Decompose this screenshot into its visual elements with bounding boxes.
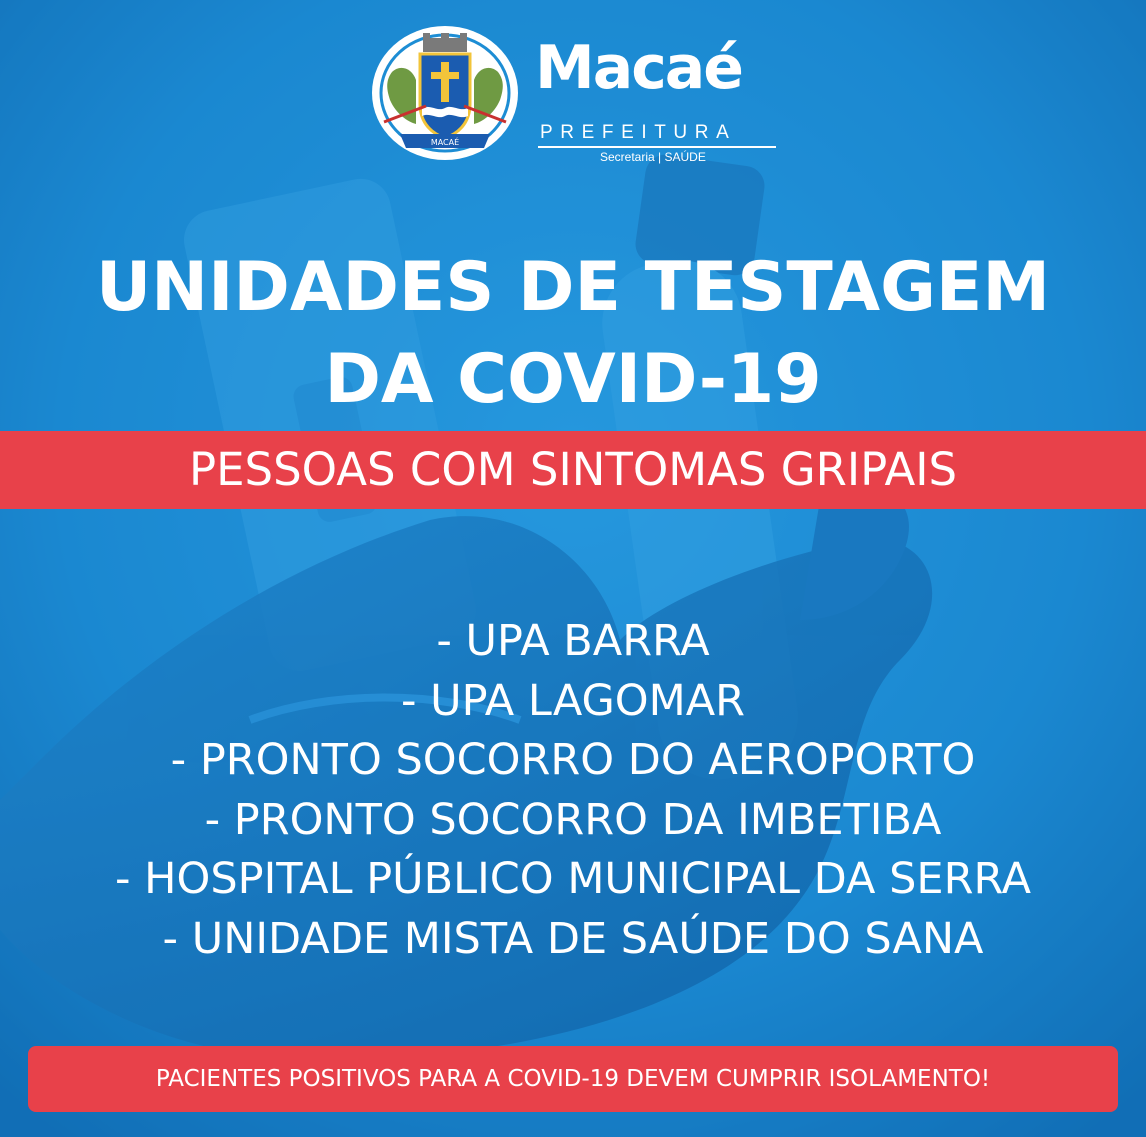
brand-department: Secretaria | SAÚDE xyxy=(600,150,706,164)
prefeitura-logo xyxy=(370,24,790,164)
isolation-notice-banner xyxy=(28,1046,1118,1112)
audience-banner-text: PESSOAS COM SINTOMAS GRIPAIS xyxy=(188,443,958,496)
list-item: - HOSPITAL PÚBLICO MUNICIPAL DA SERRA xyxy=(115,854,1031,904)
title-line-1: UNIDADES DE TESTAGEM xyxy=(95,248,1051,327)
page-title xyxy=(0,242,1146,426)
list-item: - PRONTO SOCORRO DO AEROPORTO xyxy=(170,735,976,785)
brand-subtitle: PREFEITURA xyxy=(540,122,737,143)
title-line-2: DA COVID-19 xyxy=(324,340,822,419)
city-seal-emblem xyxy=(370,24,520,162)
isolation-notice-text: PACIENTES POSITIVOS PARA A COVID-19 DEVEM CUMPRIR ISOLAMENTO! xyxy=(155,1066,991,1092)
brand-divider-line xyxy=(538,146,776,148)
list-item: - UNIDADE MISTA DE SAÚDE DO SANA xyxy=(162,913,984,964)
list-item: - PRONTO SOCORRO DA IMBETIBA xyxy=(204,794,942,845)
brand-name: Macaé xyxy=(535,33,742,103)
testing-units-list xyxy=(0,612,1146,969)
audience-banner xyxy=(0,431,1146,509)
list-item: - UPA LAGOMAR xyxy=(400,675,746,726)
seal-ribbon-text: MACAÉ xyxy=(430,138,460,147)
list-item: - UPA BARRA xyxy=(436,616,710,666)
